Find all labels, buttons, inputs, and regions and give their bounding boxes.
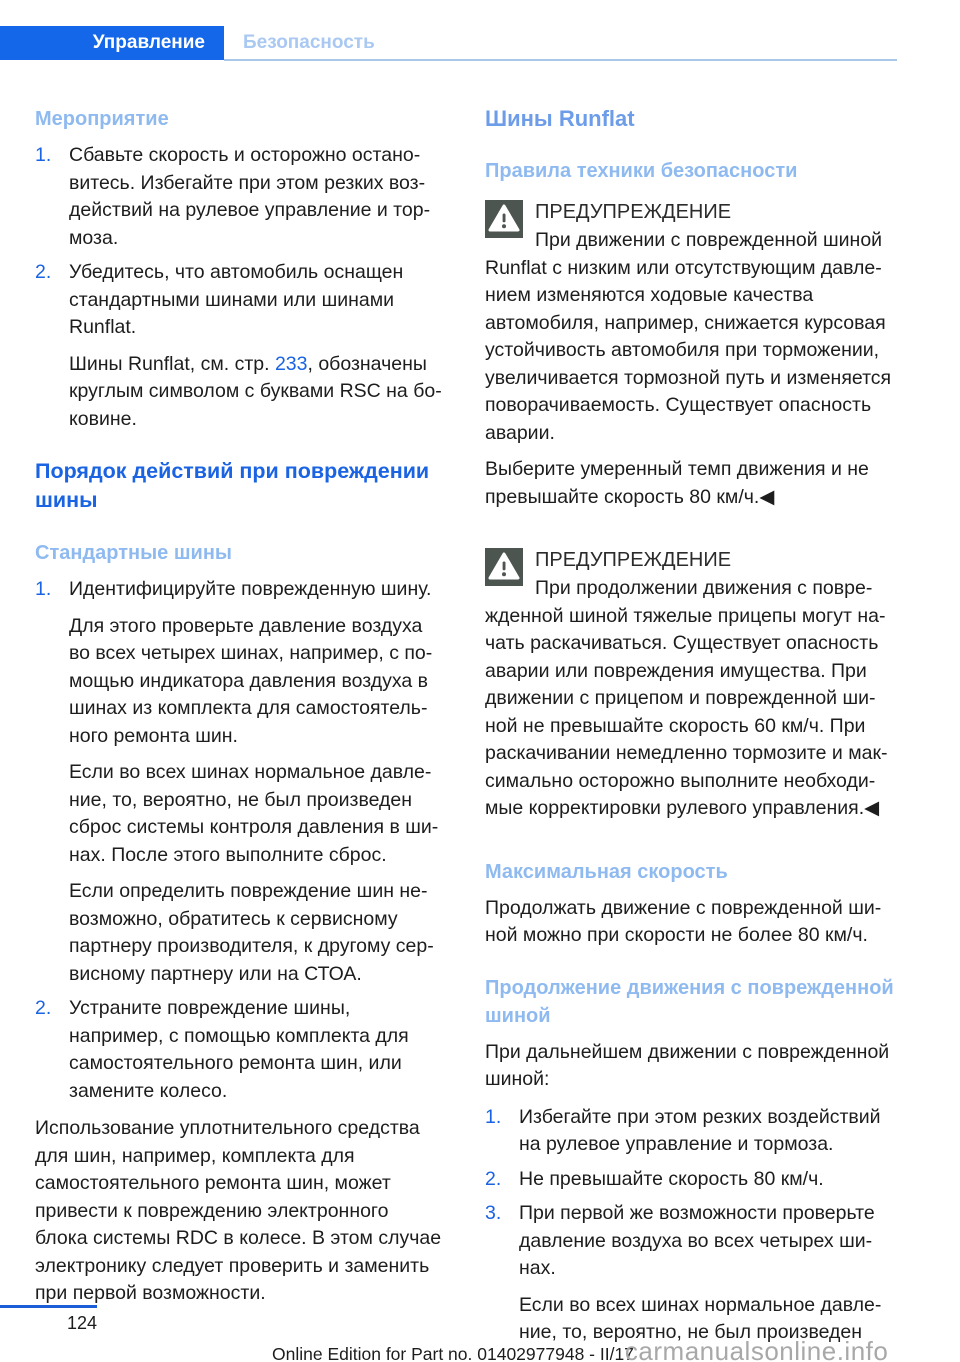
tab-section-inactive: Безопасность [243, 32, 375, 53]
heading-max-speed: Максимальная скорость [485, 860, 728, 883]
list-text: Если во всех шинах нормальное давление, то, вероятно, не был произведен сброс системы контроля давления в шинах. После этого выполните сброс. [69, 761, 439, 866]
warning-icon [485, 548, 523, 586]
list-item-body [69, 259, 445, 433]
heading-runflat-tires: Шины Runflat [485, 106, 635, 131]
list-item [35, 142, 445, 252]
list-item-body [69, 995, 445, 1105]
list-number: 2. [485, 1167, 502, 1190]
warning-block [485, 198, 895, 520]
list-number: 2. [35, 261, 52, 283]
right-column [485, 105, 895, 1354]
warning-text: При движении с поврежденной шиной Runflat с низким или отсутствующим давлением изменяются ходовые качества автомобиля, например, снижается курсовая устойчивость автомобиля при торможении, увеличивается тормозной путь и изменяется поворачиваемость. Существует опасность аварии. [485, 229, 892, 444]
list-item-body [69, 576, 445, 988]
list-number: 1. [485, 1105, 502, 1128]
list-text: Устраните повреждение шины, например, с помощью комплекта для самостоятельного ремонта шин, или замените колесо. [69, 997, 409, 1102]
list-item [35, 576, 445, 988]
list-text: Не превышайте скорость 80 км/ч. [519, 1167, 824, 1190]
list-item [485, 1104, 895, 1159]
heading-safety-rules: Правила техники безопасности [485, 160, 798, 182]
edition-note: Online Edition for Part no. 01402977948 - II/17 [272, 1344, 634, 1362]
list-item [35, 259, 445, 433]
list-number: 3. [485, 1202, 502, 1224]
page-ref-link[interactable]: 233 [274, 352, 308, 375]
left-column [35, 105, 445, 1354]
list-text: Убедитесь, что автомобиль оснащен стандартными шинами или шинами Runflat. [69, 261, 404, 338]
list-text: Избегайте при этом резких воздействий на рулевое управление и тормоза. [519, 1105, 881, 1155]
warning-title: ПРЕДУПРЕЖДЕНИЕ [535, 201, 732, 223]
list-item-body [519, 1166, 895, 1194]
note-paragraph: Использование уплотнительного средства для шин, например, комплекта для самостоятельного ремонта шин, может привести к повреждению электронного блока системы RDC в колесе. В этом случае электронику следует проверить и заменить при первой возможности. [35, 1117, 442, 1304]
list-text: Если во всех шинах нормальное давление, то, вероятно, не был произведен [519, 1293, 882, 1343]
list-item-body [69, 142, 445, 252]
list-item [485, 1166, 895, 1194]
page-content [35, 105, 895, 1354]
list-text: Идентифицируйте поврежденную шину. [69, 578, 432, 600]
list-item [485, 1200, 895, 1347]
ref-text-before: Шины Runflat, см. стр. [69, 352, 275, 375]
body-paragraph: Продолжать движение с поврежденной шиной можно при скорости не более 80 км/ч. [485, 896, 882, 946]
list-number: 2. [35, 997, 52, 1019]
list-number: 1. [35, 578, 52, 600]
warning-icon [485, 200, 523, 238]
warning-text: При продолжении движения с поврежденной шиной тяжелые прицепы могут начать раскачиваться. Существует опасность аварии или повреждения имущества. При движении с прицепом и поврежденной шиной не превышайте скорость 60 км/ч. При раскачивании немедленно тормозите и максимально осторожно выполните необходимые корректировки рулевого управления.◀ [485, 577, 888, 819]
heading-continue-driving: Продолжение движения с поврежденной шиной [485, 976, 894, 1027]
watermark: carmanualsonline.info [624, 1336, 889, 1362]
tab-chapter-active: Управление [0, 26, 224, 60]
list-text: Сбавьте скорость и осторожно остановитесь. Избегайте при этом резких воздействий на рулевое управление и тормоза. [69, 144, 431, 249]
footer-divider [0, 1305, 97, 1308]
list-text: Для этого проверьте давление воздуха во всех четырех шинах, например, с помощью индикатора давления воздуха в шинах из комплекта для самостоятельного ремонта шин. [69, 614, 433, 747]
list-item-body [519, 1200, 895, 1347]
list-item-body [519, 1104, 895, 1159]
header-divider [224, 59, 897, 61]
heading-procedure: Порядок действий при повреждении шины [35, 459, 430, 512]
list-text-with-ref [69, 351, 445, 434]
warning-title: ПРЕДУПРЕЖДЕНИЕ [535, 549, 732, 571]
list-text: Если определить повреждение шин невозможно, обратитесь к сервисному партнеру производителя, к другому сервисному партнеру или на СТОА. [69, 880, 434, 985]
ref-text-after: , обозначены круглым символом с буквами RSC на боковине. [69, 352, 442, 430]
page-number: 124 [66, 1313, 97, 1333]
body-paragraph: При дальнейшем движении с поврежденной шиной: [485, 1040, 890, 1090]
warning-block [485, 546, 895, 832]
footer [272, 1336, 888, 1362]
list-item [35, 995, 445, 1105]
heading-standard-tires: Стандартные шины [35, 542, 232, 564]
warning-text: Выберите умеренный темп движения и не превышайте скорость 80 км/ч.◀ [485, 458, 869, 508]
heading-measure: Мероприятие [35, 108, 169, 130]
list-number: 1. [35, 144, 52, 166]
list-text: При первой же возможности проверьте давление воздуха во всех четырех шинах. [519, 1202, 875, 1279]
